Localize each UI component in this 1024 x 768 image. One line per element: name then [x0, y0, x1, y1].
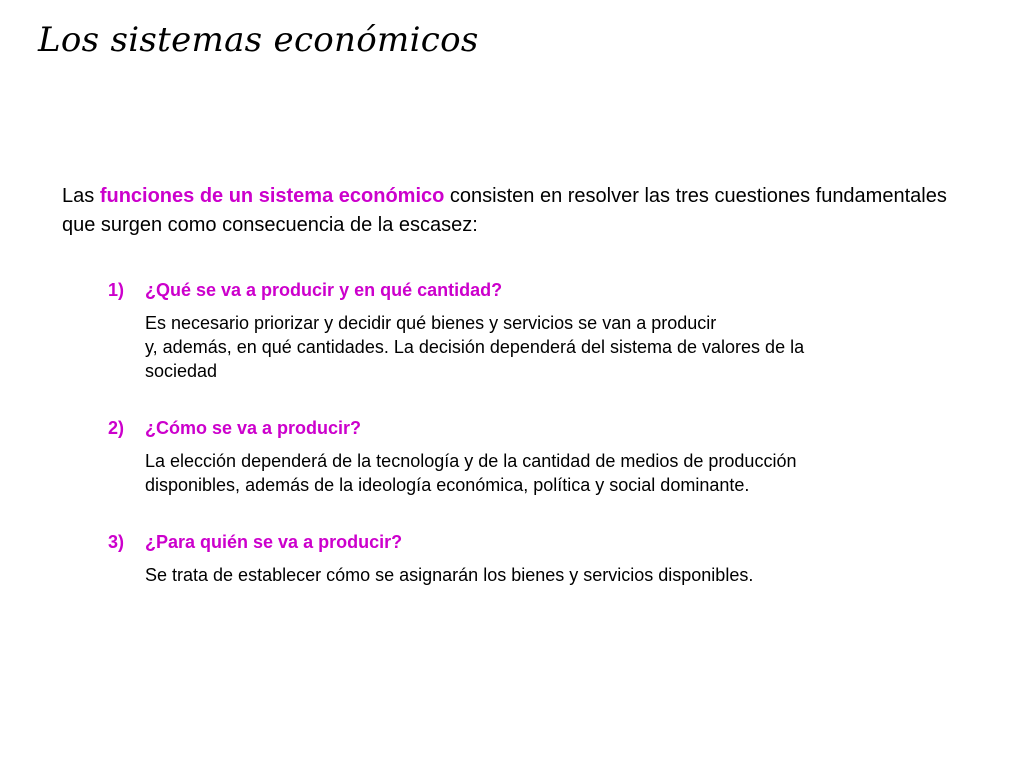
question-2-text: ¿Cómo se va a producir?	[145, 418, 362, 438]
question-3-text: ¿Para quién se va a producir?	[145, 532, 403, 552]
question-3	[108, 532, 402, 553]
intro-text-after: consisten en resolver las tres cuestiones fundamentales que surgen como consecuencia de la escasez:	[62, 185, 947, 236]
intro-text-before: Las	[62, 185, 100, 207]
answer-1	[145, 311, 975, 383]
question-1	[108, 280, 502, 301]
question-1-text: ¿Qué se va a producir y en qué cantidad?	[145, 280, 503, 300]
answer-2	[145, 449, 975, 497]
question-2-number: 2)	[108, 418, 125, 438]
intro-highlight: funciones de un sistema económico	[99, 185, 445, 207]
answer-3-line: Se trata de establecer cómo se asignarán los bienes y servicios disponibles.	[145, 565, 754, 585]
question-2	[108, 418, 361, 439]
answer-1-line: y, además, en qué cantidades. La decisión dependerá del sistema de valores de la	[145, 337, 805, 357]
answer-2-line: La elección dependerá de la tecnología y de la cantidad de medios de producción	[145, 451, 797, 471]
slide-title: Los sistemas económicos	[38, 20, 479, 60]
intro-paragraph	[62, 182, 962, 240]
answer-1-line: sociedad	[145, 361, 218, 381]
question-1-number: 1)	[108, 280, 125, 300]
answer-3	[145, 563, 975, 587]
answer-1-line: Es necesario priorizar y decidir qué bienes y servicios se van a producir	[145, 313, 717, 333]
question-3-number: 3)	[108, 532, 125, 552]
answer-2-line: disponibles, además de la ideología económica, política y social dominante.	[145, 475, 750, 495]
